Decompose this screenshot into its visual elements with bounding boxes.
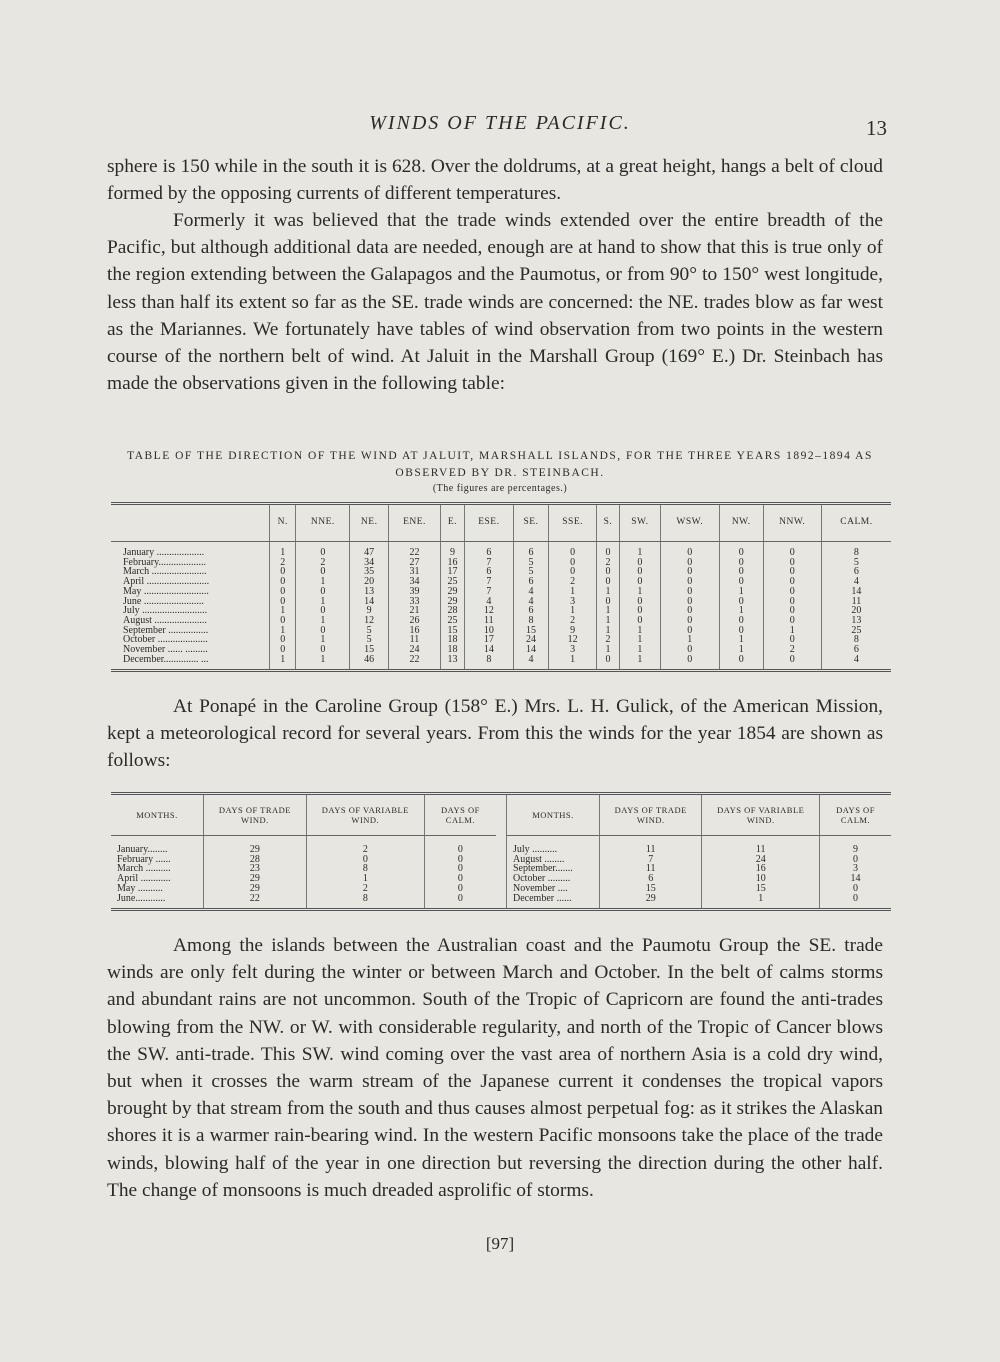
table-cell: 17 [465, 635, 513, 645]
table-cell: 21 [389, 606, 441, 616]
column-header: SW. [620, 504, 660, 542]
table-cell: 0 [660, 558, 719, 568]
table-cell: 1 [596, 587, 619, 597]
table-cell: 18 [440, 635, 464, 645]
table-cell: 0 [660, 577, 719, 587]
table-row [111, 645, 891, 655]
table-cell: 15 [600, 884, 702, 894]
table-cell: 14 [350, 597, 389, 607]
table-cell: 1 [763, 626, 821, 636]
table-cell: 3 [549, 597, 596, 607]
table-cell: 0 [620, 558, 660, 568]
table-cell: 0 [763, 635, 821, 645]
table-cell: 29 [440, 587, 464, 597]
table-cell: 5 [350, 626, 389, 636]
month-label: July .......................... [123, 605, 208, 617]
table-cell: 0 [549, 542, 596, 558]
table-cell: 8 [513, 616, 549, 626]
month-label: July .......... [513, 844, 558, 855]
table-cell: 1 [702, 894, 820, 909]
table-cell: 34 [350, 558, 389, 568]
column-header: DAYS OF CALM. [424, 795, 496, 836]
table-cell: 25 [440, 577, 464, 587]
month-label: September ................ [123, 624, 209, 636]
table-cell: 15 [350, 645, 389, 655]
paragraph-1: sphere is 150 while in the south it is 628. Over the doldrums, at a great height, hangs a belt of cloud formed by the opposing currents of different temperatures. [107, 156, 883, 205]
month-label: June ........................ [123, 595, 204, 607]
month-label: January ................... [123, 547, 205, 558]
month-label: March ...................... [123, 566, 207, 578]
table-cell: 25 [440, 616, 464, 626]
table-cell: 8 [821, 542, 891, 558]
column-header: ESE. [465, 504, 513, 542]
table-cell: 9 [440, 542, 464, 558]
table-cell: 0 [660, 655, 719, 671]
table-cell: 6 [821, 567, 891, 577]
table-cell: 18 [440, 645, 464, 655]
column-header: MONTHS. [507, 795, 600, 836]
table-row [111, 836, 496, 855]
table-cell: 4 [513, 587, 549, 597]
table-cell: 39 [389, 587, 441, 597]
table-cell: 0 [763, 606, 821, 616]
table-cell: 0 [660, 645, 719, 655]
table-cell: 1 [596, 606, 619, 616]
table-cell: 0 [719, 655, 763, 671]
table-cell: 10 [702, 874, 820, 884]
table-cell: 6 [465, 567, 513, 577]
table-cell: 11 [600, 836, 702, 855]
month-label: April ......................... [123, 576, 210, 588]
table-cell: 1 [296, 577, 350, 587]
paragraph-2-text: Formerly it was believed that the trade winds extended over the entire breadth of the Pacific, but although additional data are needed, enough are at hand to show that this is true only of the region extending between the Galapagos and the Paumotus, or from 90° to 150° west longitude, less than half its extent so far as the SE. trade winds are concerned: the NE. trades blow as far west as the Mariannes. We fortunately have tables of wind observation from two points in the western course of the northern belt of wind. At Jaluit in the Marshall Group (169° E.) Dr. Steinbach has made the observations given in the following table: [107, 210, 883, 395]
table-cell: 1 [270, 655, 296, 671]
footer-signature: [97] [485, 1234, 515, 1253]
paragraph-3-text: At Ponapé in the Caroline Group (158° E.) Mrs. L. H. Gulick, of the American Mission, kept a meteorological record for several years. From this the winds for the year 1854 are shown as follows: [107, 696, 883, 772]
table-cell: 0 [424, 855, 496, 865]
table-cell: 8 [821, 635, 891, 645]
table-cell: 29 [204, 836, 307, 855]
table-row [507, 836, 892, 855]
table-caption [110, 448, 890, 495]
table-cell: 1 [306, 874, 424, 884]
table-cell: 7 [600, 855, 702, 865]
table-cell: 14 [821, 587, 891, 597]
month-label: December ...... [513, 892, 572, 904]
table-cell: 29 [440, 597, 464, 607]
month-label: December.............. ... [123, 653, 209, 665]
table-cell: 25 [821, 626, 891, 636]
table-cell: 0 [270, 567, 296, 577]
table-row [111, 894, 496, 909]
month-label: October ......... [513, 873, 571, 885]
table-cell: 0 [549, 558, 596, 568]
month-label: May .......................... [123, 585, 209, 597]
table-cell: 0 [819, 855, 891, 865]
table-cell: 12 [465, 606, 513, 616]
table-cell: 0 [424, 894, 496, 909]
table-cell: 0 [763, 567, 821, 577]
month-label: August ..................... [123, 614, 207, 626]
table-cell: 3 [549, 645, 596, 655]
table-cell: 29 [204, 884, 307, 894]
table-cell: 0 [424, 874, 496, 884]
table-cell: 9 [819, 836, 891, 855]
table-cell: 0 [270, 635, 296, 645]
table-cell: 0 [763, 655, 821, 671]
table-cell: 3 [819, 864, 891, 874]
table-cell: 1 [270, 542, 296, 558]
table-cell: 0 [306, 855, 424, 865]
table-row [111, 884, 496, 894]
table-cell: 0 [596, 597, 619, 607]
table-cell: 29 [600, 894, 702, 909]
table-cell: 0 [763, 577, 821, 587]
table-cell: 0 [270, 645, 296, 655]
table-row [111, 606, 891, 616]
table-cell: 0 [270, 616, 296, 626]
table-cell: 15 [513, 626, 549, 636]
month-label: February................... [123, 556, 206, 568]
column-header: DAYS OF TRADE WIND. [204, 795, 307, 836]
table-cell: 4 [513, 597, 549, 607]
table-cell: 46 [350, 655, 389, 671]
paragraph-4 [107, 932, 883, 1204]
table-cell: 1 [620, 645, 660, 655]
month-label: October .................... [123, 634, 208, 646]
ponape-winds-table [111, 792, 891, 911]
table-cell: 2 [596, 635, 619, 645]
table-cell: 0 [596, 577, 619, 587]
table-cell: 15 [702, 884, 820, 894]
table-cell: 6 [513, 542, 549, 558]
table-cell: 28 [204, 855, 307, 865]
table-cell: 10 [465, 626, 513, 636]
table-cell: 9 [549, 626, 596, 636]
table-cell: 2 [763, 645, 821, 655]
month-label: May .......... [117, 882, 163, 894]
table-cell: 2 [296, 558, 350, 568]
table-cell: 1 [660, 635, 719, 645]
table-cell: 16 [702, 864, 820, 874]
table-cell: 0 [763, 542, 821, 558]
table-cell: 22 [389, 655, 441, 671]
table-cell: 4 [465, 597, 513, 607]
table-cell: 1 [620, 655, 660, 671]
table-cell: 0 [424, 864, 496, 874]
table-caption-note: (The figures are percentages.) [432, 483, 568, 494]
paragraph-3 [107, 693, 883, 775]
table-cell: 0 [296, 626, 350, 636]
table-cell: 1 [596, 626, 619, 636]
table-cell: 6 [465, 542, 513, 558]
paragraph-4-text: Among the islands between the Australian coast and the Paumotu Group the SE. trade winds are only felt during the winter or between March and October. In the belt of calms storms and abundant rains are not uncommon. South of the Tropic of Capricorn are found the anti-trades blowing from the NW. or W. with considerable regularity, and north of the Tropic of Cancer blows the SW. anti-trade. This SW. wind coming over the vast area of northern Asia is a cold dry wind, but when it crosses the warm stream of the Japanese current it condenses the tropical vapors brought by that stream from the south and thus causes almost perpetual fog: as it strikes the Alaskan shores it is a warmer rain-bearing wind. In the western Pacific monsoons take the place of the trade winds, blowing half of the year in one direction but reversing the direction during the other half. The change of monsoons is much dreaded asprolific of storms. [107, 935, 884, 1201]
table-cell: 13 [350, 587, 389, 597]
table-cell: 2 [549, 616, 596, 626]
table-row [507, 894, 892, 909]
table-cell: 7 [465, 558, 513, 568]
table-cell: 5 [513, 567, 549, 577]
table-cell: 0 [660, 616, 719, 626]
table-cell: 0 [424, 884, 496, 894]
column-header: WSW. [660, 504, 719, 542]
column-header: SSE. [549, 504, 596, 542]
column-header: NNW. [763, 504, 821, 542]
column-header: E. [440, 504, 464, 542]
month-label: January........ [117, 844, 168, 855]
table-cell: 0 [660, 597, 719, 607]
table-cell: 1 [620, 626, 660, 636]
table-cell: 9 [350, 606, 389, 616]
table-cell: 0 [763, 558, 821, 568]
running-title: WINDS OF THE PACIFIC. [369, 112, 631, 134]
table-cell: 16 [389, 626, 441, 636]
table-cell: 0 [660, 587, 719, 597]
table-row [111, 616, 891, 626]
table-cell: 11 [702, 836, 820, 855]
table-cell: 0 [596, 567, 619, 577]
table-cell: 1 [270, 606, 296, 616]
table-cell: 4 [821, 577, 891, 587]
table-cell: 23 [204, 864, 307, 874]
table-cell: 1 [549, 587, 596, 597]
table-cell: 4 [513, 655, 549, 671]
table-cell: 2 [596, 558, 619, 568]
table-cell: 1 [270, 626, 296, 636]
table-cell: 29 [204, 874, 307, 884]
table-cell: 11 [821, 597, 891, 607]
table-cell: 13 [440, 655, 464, 671]
table-row [111, 655, 891, 671]
table-cell: 1 [719, 635, 763, 645]
table-cell: 0 [763, 597, 821, 607]
table-cell: 11 [600, 864, 702, 874]
table-caption-text: TABLE OF THE DIRECTION OF THE WIND AT JALUIT, MARSHALL ISLANDS, FOR THE THREE YEARS 1892–1894 AS OBSERVED BY DR. STEINBACH. [127, 450, 873, 479]
table-cell: 0 [660, 606, 719, 616]
table-cell: 0 [620, 567, 660, 577]
table-cell: 1 [719, 606, 763, 616]
table-cell: 0 [819, 894, 891, 909]
table-cell: 35 [350, 567, 389, 577]
table-cell: 26 [389, 616, 441, 626]
table-cell: 1 [719, 587, 763, 597]
table-cell: 1 [549, 606, 596, 616]
table-cell: 0 [660, 626, 719, 636]
table-cell: 0 [719, 577, 763, 587]
table-cell: 1 [620, 587, 660, 597]
column-header: DAYS OF VARIABLE WIND. [306, 795, 424, 836]
column-header [111, 504, 270, 542]
table-cell: 0 [296, 567, 350, 577]
column-header: DAYS OF CALM. [819, 795, 891, 836]
table-cell: 0 [596, 542, 619, 558]
table-row [111, 558, 891, 568]
month-label: April ............ [117, 873, 171, 885]
table-cell: 0 [549, 567, 596, 577]
table-row [111, 597, 891, 607]
month-label: February ...... [117, 853, 171, 865]
month-label: March .......... [117, 863, 171, 875]
table-cell: 20 [821, 606, 891, 616]
table-cell: 0 [296, 645, 350, 655]
table-row [111, 635, 891, 645]
table-cell: 5 [821, 558, 891, 568]
table-cell: 27 [389, 558, 441, 568]
table-row [111, 542, 891, 558]
table-cell: 1 [549, 655, 596, 671]
paragraph-2 [107, 207, 883, 397]
table-cell: 33 [389, 597, 441, 607]
table-cell: 31 [389, 567, 441, 577]
table-cell: 0 [719, 558, 763, 568]
table-header-row [111, 795, 496, 836]
month-label: June............ [117, 892, 166, 904]
table-cell: 20 [350, 577, 389, 587]
table-cell: 7 [465, 587, 513, 597]
table-row [111, 577, 891, 587]
table-cell: 6 [513, 577, 549, 587]
month-label: August ........ [513, 853, 565, 865]
table-cell: 0 [620, 597, 660, 607]
table-cell: 0 [719, 626, 763, 636]
table-cell: 24 [702, 855, 820, 865]
table-cell: 0 [424, 836, 496, 855]
table-cell: 1 [596, 616, 619, 626]
column-header: DAYS OF VARIABLE WIND. [702, 795, 820, 836]
table-cell: 16 [440, 558, 464, 568]
ponape-table-left [111, 795, 496, 908]
month-label: November ...... ......... [123, 644, 208, 656]
table-cell: 14 [513, 645, 549, 655]
table-header-row [111, 504, 891, 542]
table-cell: 1 [620, 542, 660, 558]
table-cell: 0 [620, 616, 660, 626]
table-cell: 14 [819, 874, 891, 884]
table-cell: 13 [821, 616, 891, 626]
column-header: NE. [350, 504, 389, 542]
table-cell: 0 [270, 577, 296, 587]
table-cell: 0 [620, 577, 660, 587]
table-row [111, 587, 891, 597]
table-cell: 8 [465, 655, 513, 671]
table-cell: 0 [296, 542, 350, 558]
table-cell: 11 [389, 635, 441, 645]
table-cell: 34 [389, 577, 441, 587]
table-cell: 0 [270, 587, 296, 597]
table-cell: 8 [306, 894, 424, 909]
table-cell: 1 [596, 645, 619, 655]
table-cell: 0 [719, 597, 763, 607]
table-cell: 0 [819, 884, 891, 894]
table-cell: 1 [296, 597, 350, 607]
table-cell: 12 [549, 635, 596, 645]
table-cell: 6 [513, 606, 549, 616]
table-cell: 0 [660, 542, 719, 558]
table-row [111, 567, 891, 577]
table-row [111, 626, 891, 636]
table-cell: 7 [465, 577, 513, 587]
table-cell: 0 [620, 606, 660, 616]
table-cell: 22 [389, 542, 441, 558]
table-cell: 5 [513, 558, 549, 568]
table-cell: 0 [270, 597, 296, 607]
page-number: 13 [866, 116, 887, 140]
table-cell: 2 [306, 884, 424, 894]
table-cell: 14 [465, 645, 513, 655]
table-cell: 0 [296, 606, 350, 616]
table-cell: 1 [719, 645, 763, 655]
table-cell: 4 [821, 655, 891, 671]
table-cell: 0 [719, 542, 763, 558]
table-cell: 1 [296, 635, 350, 645]
table-cell: 28 [440, 606, 464, 616]
month-label: September....... [513, 863, 573, 875]
table-cell: 0 [763, 587, 821, 597]
column-header: CALM. [821, 504, 891, 542]
column-header: NW. [719, 504, 763, 542]
table-cell: 22 [204, 894, 307, 909]
month-label: November .... [513, 882, 568, 894]
table-cell: 0 [763, 616, 821, 626]
table-cell: 1 [296, 655, 350, 671]
column-header: S. [596, 504, 619, 542]
table-cell: 17 [440, 567, 464, 577]
table-cell: 0 [596, 655, 619, 671]
table-cell: 15 [440, 626, 464, 636]
table-cell: 0 [719, 567, 763, 577]
table-cell: 24 [389, 645, 441, 655]
table-cell: 0 [719, 616, 763, 626]
table-header-row [507, 795, 892, 836]
table-cell: 11 [465, 616, 513, 626]
table-cell: 8 [306, 864, 424, 874]
table-cell: 12 [350, 616, 389, 626]
wind-direction-table [111, 502, 891, 672]
ponape-table-right [506, 795, 891, 908]
table-cell: 6 [600, 874, 702, 884]
column-header: MONTHS. [111, 795, 204, 836]
table-cell: 0 [296, 587, 350, 597]
table-cell: 1 [296, 616, 350, 626]
column-header: SE. [513, 504, 549, 542]
column-header: N. [270, 504, 296, 542]
table-cell: 47 [350, 542, 389, 558]
column-header: ENE. [389, 504, 441, 542]
table-cell: 6 [821, 645, 891, 655]
table-cell: 0 [660, 567, 719, 577]
table-cell: 1 [620, 635, 660, 645]
table-cell: 24 [513, 635, 549, 645]
column-header: DAYS OF TRADE WIND. [600, 795, 702, 836]
column-header: NNE. [296, 504, 350, 542]
table-cell: 2 [306, 836, 424, 855]
table-cell: 2 [270, 558, 296, 568]
table-row [111, 874, 496, 884]
table-cell: 2 [549, 577, 596, 587]
table-cell: 5 [350, 635, 389, 645]
